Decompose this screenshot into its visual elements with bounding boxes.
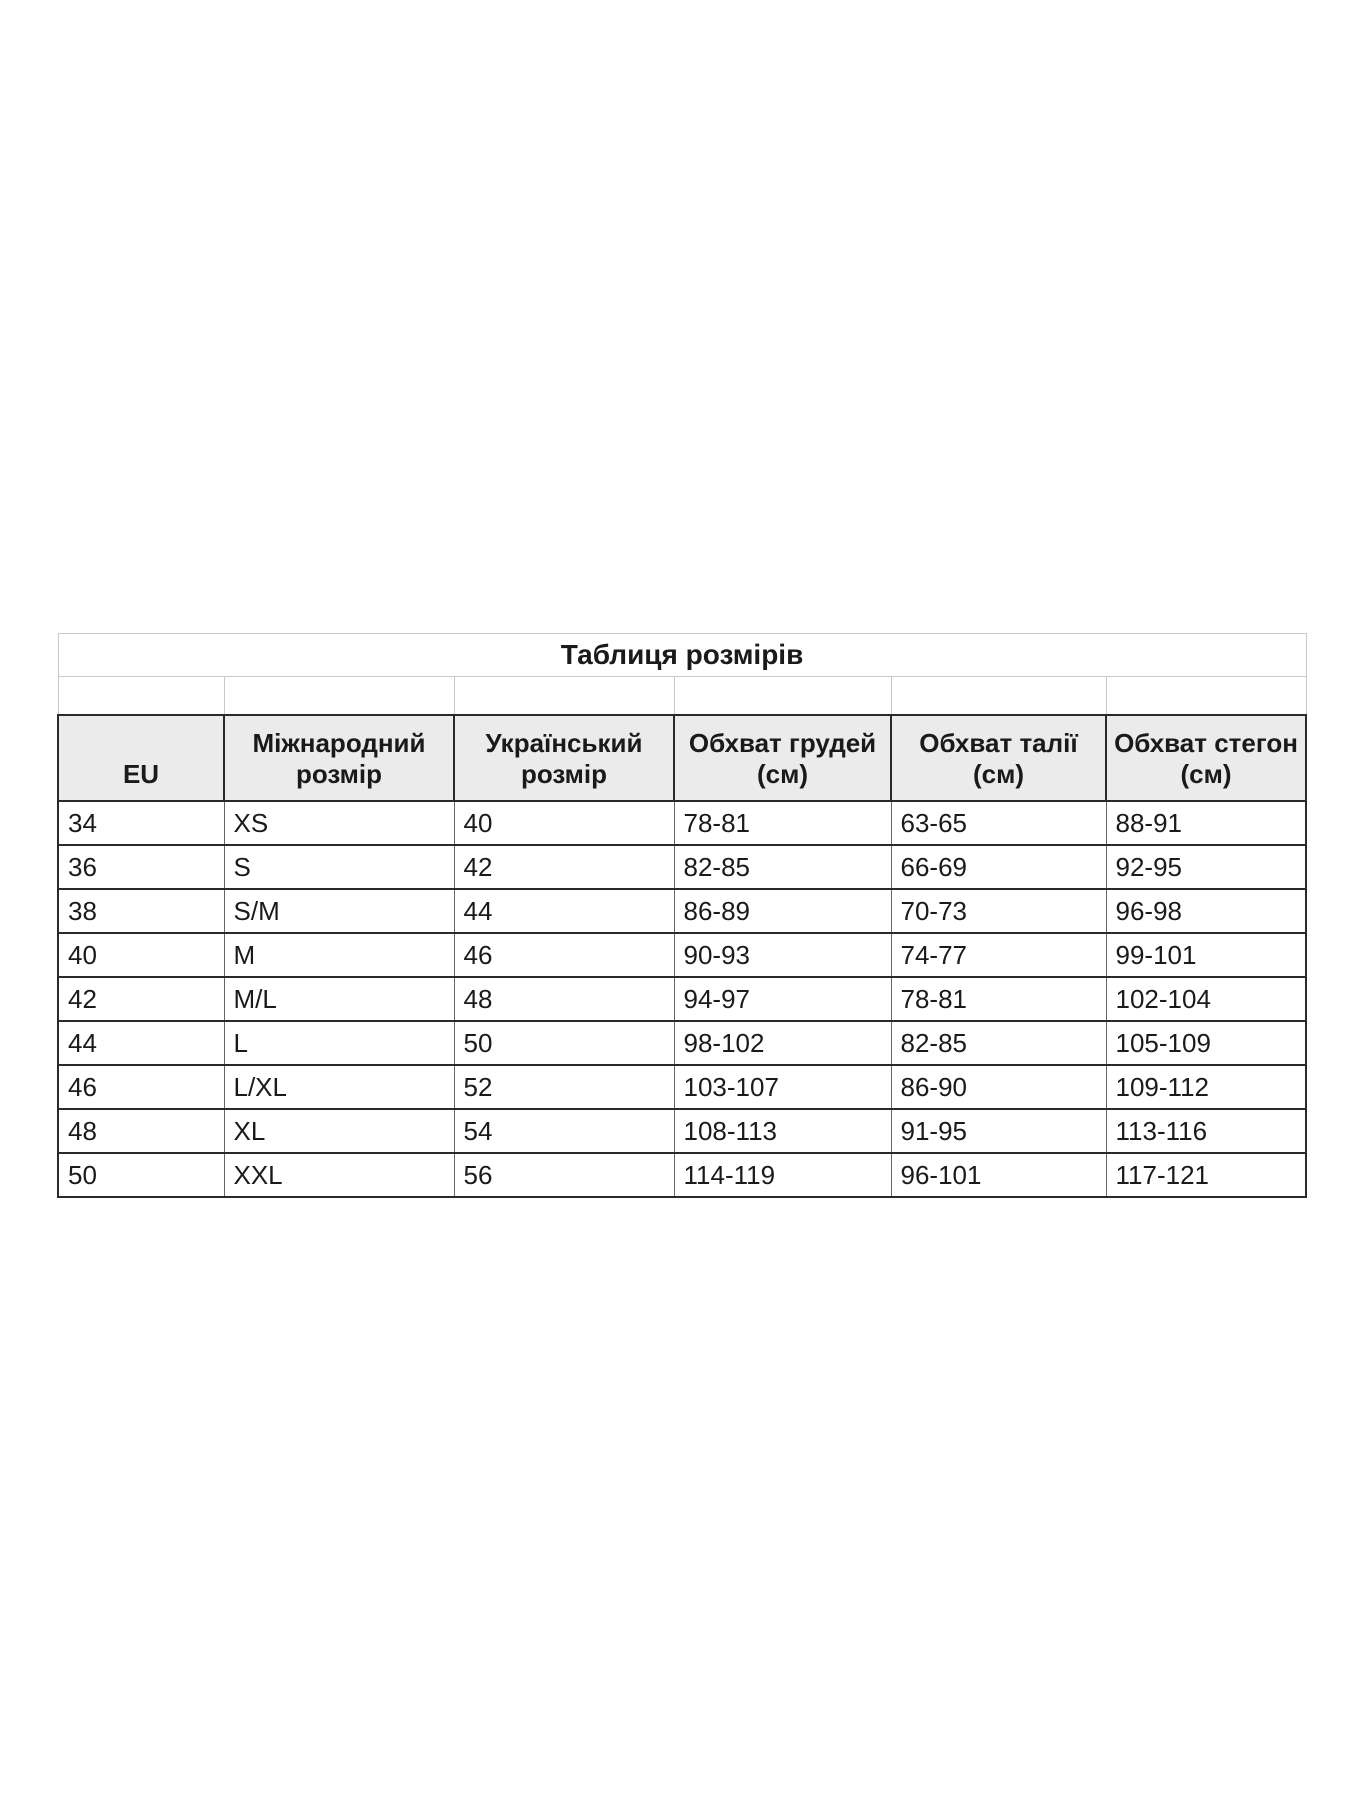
table-cell-waist: 86-90 bbox=[891, 1065, 1106, 1109]
table-cell-eu: 48 bbox=[58, 1109, 224, 1153]
column-header-waist: Обхват талії (см) bbox=[891, 715, 1106, 801]
table-row bbox=[58, 977, 1306, 1021]
spacer-cell bbox=[674, 677, 891, 716]
header-row bbox=[58, 715, 1306, 801]
table-cell-chest: 98-102 bbox=[674, 1021, 891, 1065]
spacer-cell bbox=[1106, 677, 1306, 716]
spacer-cell bbox=[891, 677, 1106, 716]
table-cell-hips: 117-121 bbox=[1106, 1153, 1306, 1197]
table-cell-international: M/L bbox=[224, 977, 454, 1021]
table-cell-ukrainian: 42 bbox=[454, 845, 674, 889]
table-cell-chest: 82-85 bbox=[674, 845, 891, 889]
table-cell-chest: 103-107 bbox=[674, 1065, 891, 1109]
spacer-row bbox=[58, 677, 1306, 716]
table-cell-waist: 66-69 bbox=[891, 845, 1106, 889]
table-cell-international: L/XL bbox=[224, 1065, 454, 1109]
table-cell-ukrainian: 40 bbox=[454, 801, 674, 845]
spacer-cell bbox=[224, 677, 454, 716]
title-row bbox=[58, 634, 1306, 677]
size-chart-table bbox=[57, 633, 1307, 1198]
table-row bbox=[58, 801, 1306, 845]
table-cell-waist: 82-85 bbox=[891, 1021, 1106, 1065]
table-row bbox=[58, 933, 1306, 977]
table-cell-ukrainian: 56 bbox=[454, 1153, 674, 1197]
table-cell-chest: 94-97 bbox=[674, 977, 891, 1021]
spacer-cell bbox=[454, 677, 674, 716]
table-cell-international: L bbox=[224, 1021, 454, 1065]
table-cell-international: XS bbox=[224, 801, 454, 845]
table-row bbox=[58, 1153, 1306, 1197]
table-cell-international: XL bbox=[224, 1109, 454, 1153]
table-cell-international: XXL bbox=[224, 1153, 454, 1197]
table-cell-hips: 92-95 bbox=[1106, 845, 1306, 889]
table-cell-ukrainian: 48 bbox=[454, 977, 674, 1021]
table-cell-eu: 36 bbox=[58, 845, 224, 889]
table-cell-hips: 113-116 bbox=[1106, 1109, 1306, 1153]
table-cell-hips: 105-109 bbox=[1106, 1021, 1306, 1065]
table-cell-eu: 42 bbox=[58, 977, 224, 1021]
table-cell-waist: 96-101 bbox=[891, 1153, 1106, 1197]
table-title: Таблиця розмірів bbox=[58, 634, 1306, 677]
spacer-cell bbox=[58, 677, 224, 716]
table-row bbox=[58, 889, 1306, 933]
table-row bbox=[58, 845, 1306, 889]
table-cell-eu: 46 bbox=[58, 1065, 224, 1109]
table-cell-waist: 70-73 bbox=[891, 889, 1106, 933]
table-cell-waist: 91-95 bbox=[891, 1109, 1106, 1153]
table-cell-hips: 96-98 bbox=[1106, 889, 1306, 933]
table-row bbox=[58, 1021, 1306, 1065]
table-cell-ukrainian: 52 bbox=[454, 1065, 674, 1109]
table-cell-eu: 50 bbox=[58, 1153, 224, 1197]
table-cell-eu: 44 bbox=[58, 1021, 224, 1065]
table-cell-chest: 86-89 bbox=[674, 889, 891, 933]
column-header-international-size: Міжнародний розмір bbox=[224, 715, 454, 801]
column-header-chest: Обхват грудей (см) bbox=[674, 715, 891, 801]
table-cell-hips: 102-104 bbox=[1106, 977, 1306, 1021]
table-row bbox=[58, 1109, 1306, 1153]
table-cell-chest: 114-119 bbox=[674, 1153, 891, 1197]
table-cell-waist: 78-81 bbox=[891, 977, 1106, 1021]
table-cell-ukrainian: 44 bbox=[454, 889, 674, 933]
table-cell-eu: 34 bbox=[58, 801, 224, 845]
table-cell-chest: 108-113 bbox=[674, 1109, 891, 1153]
table-cell-waist: 63-65 bbox=[891, 801, 1106, 845]
table-cell-hips: 88-91 bbox=[1106, 801, 1306, 845]
table-cell-eu: 38 bbox=[58, 889, 224, 933]
table-cell-hips: 109-112 bbox=[1106, 1065, 1306, 1109]
table-cell-waist: 74-77 bbox=[891, 933, 1106, 977]
table-cell-chest: 90-93 bbox=[674, 933, 891, 977]
table-cell-international: M bbox=[224, 933, 454, 977]
table-row bbox=[58, 1065, 1306, 1109]
table-cell-chest: 78-81 bbox=[674, 801, 891, 845]
table-cell-international: S bbox=[224, 845, 454, 889]
column-header-eu: EU bbox=[58, 715, 224, 801]
table-cell-hips: 99-101 bbox=[1106, 933, 1306, 977]
table-cell-eu: 40 bbox=[58, 933, 224, 977]
table-cell-ukrainian: 54 bbox=[454, 1109, 674, 1153]
table-cell-ukrainian: 50 bbox=[454, 1021, 674, 1065]
column-header-hips: Обхват стегон (см) bbox=[1106, 715, 1306, 801]
column-header-ukrainian-size: Український розмір bbox=[454, 715, 674, 801]
table-cell-international: S/M bbox=[224, 889, 454, 933]
table-cell-ukrainian: 46 bbox=[454, 933, 674, 977]
